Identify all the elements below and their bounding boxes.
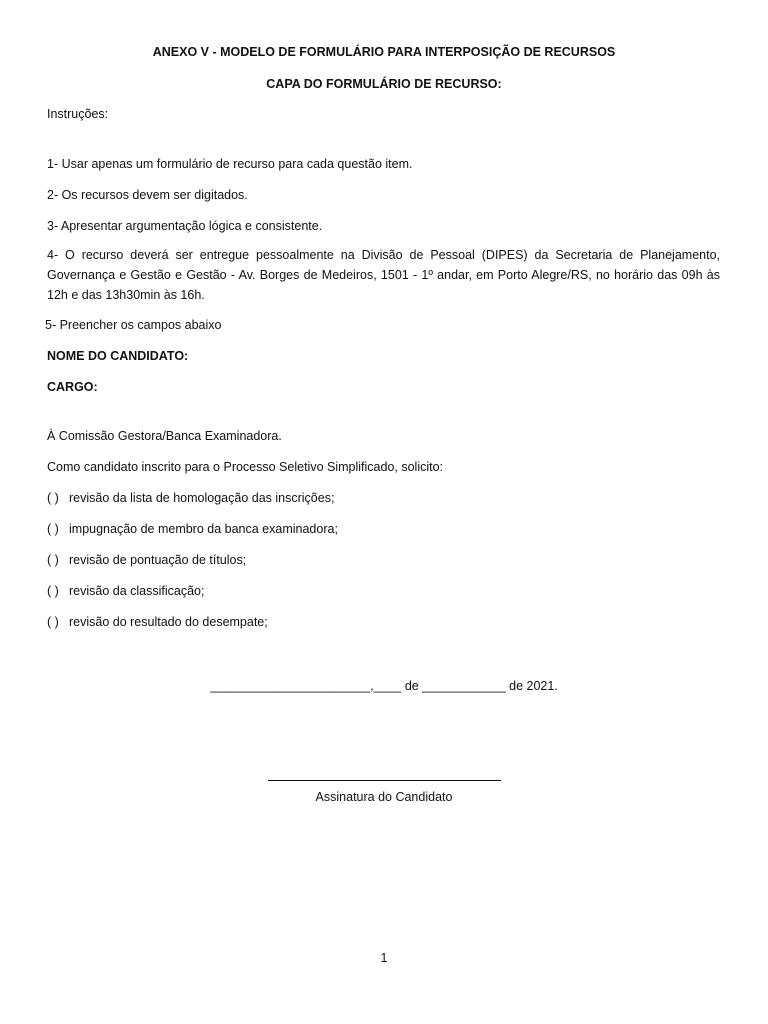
page-number: 1 bbox=[380, 951, 388, 965]
instruction-item-4: 4- O recurso deverá ser entregue pessoalmente na Divisão de Pessoal (DIPES) da Secretaria de Planejamento, Governança e Gestão e Gestão - Av. Borges de Medeiros, 1501 - 1º andar, em Porto Alegre/RS, no horário das 09h às 12h e das 13h30min às 16h. bbox=[47, 248, 720, 302]
request-option-5 bbox=[47, 614, 268, 630]
candidate-role-label: CARGO: bbox=[47, 380, 98, 394]
date-line: _______________________,____ de ____________ de 2021. bbox=[210, 679, 558, 693]
instruction-item-5: 5- Preencher os campos abaixo bbox=[45, 318, 222, 332]
checkbox-mark: ( ) bbox=[47, 584, 59, 598]
request-option-2 bbox=[47, 521, 338, 537]
request-option-4 bbox=[47, 583, 204, 599]
instruction-item-3: 3- Apresentar argumentação lógica e consistente. bbox=[47, 219, 323, 233]
letter-intro: Como candidato inscrito para o Processo Seletivo Simplificado, solicito: bbox=[47, 460, 444, 474]
signature-line bbox=[268, 780, 501, 781]
checkbox-mark: ( ) bbox=[47, 615, 59, 629]
request-option-3 bbox=[47, 552, 246, 568]
instruction-item-2: 2- Os recursos devem ser digitados. bbox=[47, 188, 248, 202]
checkbox-mark: ( ) bbox=[47, 491, 59, 505]
instructions-heading: Instruções: bbox=[47, 107, 109, 121]
request-option-label: revisão do resultado do desempate; bbox=[69, 615, 268, 629]
document-subtitle: CAPA DO FORMULÁRIO DE RECURSO: bbox=[266, 77, 502, 91]
letter-addressee: À Comissão Gestora/Banca Examinadora. bbox=[47, 429, 282, 443]
request-option-label: revisão de pontuação de títulos; bbox=[69, 553, 247, 567]
request-option-label: revisão da lista de homologação das inscrições; bbox=[69, 491, 335, 505]
signature-label: Assinatura do Candidato bbox=[315, 790, 453, 804]
checkbox-mark: ( ) bbox=[47, 522, 59, 536]
request-option-label: impugnação de membro da banca examinadora; bbox=[69, 522, 338, 536]
checkbox-mark: ( ) bbox=[47, 553, 59, 567]
request-option-label: revisão da classificação; bbox=[69, 584, 205, 598]
instruction-item-1: 1- Usar apenas um formulário de recurso para cada questão item. bbox=[47, 157, 413, 171]
candidate-name-label: NOME DO CANDIDATO: bbox=[47, 349, 189, 363]
request-option-1 bbox=[47, 490, 334, 506]
document-title: ANEXO V - MODELO DE FORMULÁRIO PARA INTERPOSIÇÃO DE RECURSOS bbox=[152, 45, 616, 59]
